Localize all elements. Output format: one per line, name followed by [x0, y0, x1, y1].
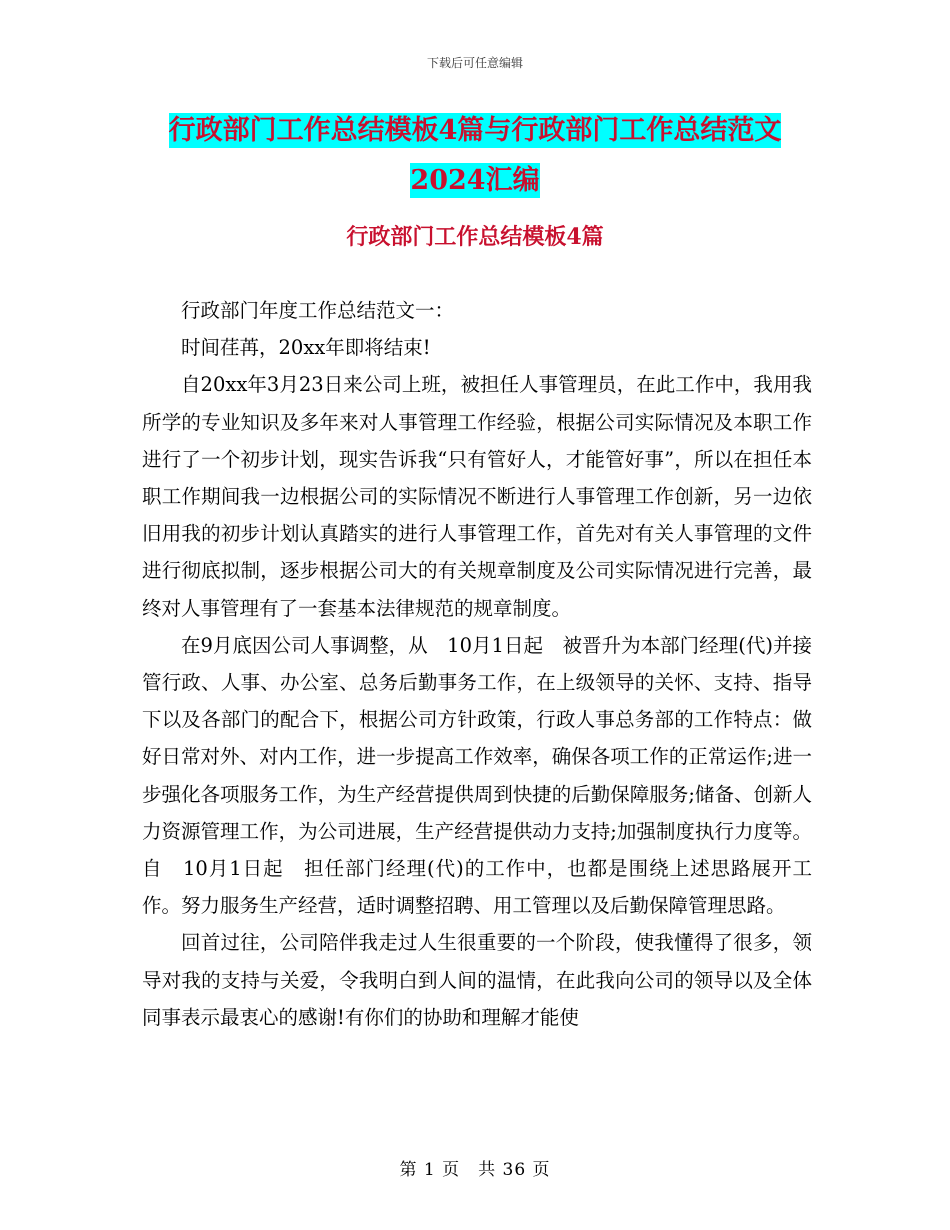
document-title: [0, 106, 950, 206]
page-footer: [0, 1155, 950, 1180]
title-line-2: 2024汇编: [410, 165, 540, 196]
paragraph: 时间荏苒，20xx年即将结束!: [181, 336, 431, 360]
paragraph: 在9月底因公司人事调整，从 10月1日起 被晋升为本部门经理(代)并接管行政、人事、办公室、总务后勤事务工作，在上级领导的关怀、支持、指导下以及各部门的配合下，根据公司方针政策，行政人事总务部的工作特点：做好日常对外、对内工作，进一步提高工作效率，确保各项工作的正常运作;进一步强化各项服务工作，为生产经营提供周到快捷的后勤保障服务;储备、创新人力资源管理工作，为公司进展，生产经营提供动力支持;加强制度执行力度等。自 10月1日起 担任部门经理(代)的工作中，也都是围绕上述思路展开工作。努力服务生产经营，适时调整招聘、用工管理以及后勤保障管理思路。: [142, 633, 812, 918]
paragraph: 自20xx年3月23日来公司上班，被担任人事管理员，在此工作中，我用我所学的专业知识及多年来对人事管理工作经验，根据公司实际情况及本职工作进行了一个初步计划，现实告诉我“只有管好人，才能管好事”，所以在担任本职工作期间我一边根据公司的实际情况不断进行人事管理工作创新，另一边依旧用我的初步计划认真踏实的进行人事管理工作，首先对有关人事管理的文件进行彻底拟制，逐步根据公司大的有关规章制度及公司实际情况进行完善，最终对人事管理有了一套基本法律规范的规章制度。: [142, 373, 812, 620]
current-page: 1: [423, 1160, 436, 1180]
total-pages: 36: [502, 1160, 527, 1180]
footer-suffix: 页: [532, 1160, 551, 1180]
document-body: [142, 292, 812, 1036]
title-line-1: 行政部门工作总结模板4篇与行政部门工作总结范文: [168, 115, 782, 146]
footer-mid: 页 共: [442, 1160, 497, 1180]
section-title: 行政部门工作总结模板4篇: [346, 224, 604, 250]
paragraph: 回首过往，公司陪伴我走过人生很重要的一个阶段，使我懂得了很多，领导对我的支持与关爱，令我明白到人间的温情，在此我向公司的领导以及全体同事表示最衷心的感谢!有你们的协助和理解才能使: [142, 931, 812, 1029]
header-note: 下载后可任意编辑: [426, 56, 523, 70]
footer-prefix: 第: [399, 1160, 418, 1180]
paragraph: 行政部门年度工作总结范文一：: [181, 299, 455, 322]
